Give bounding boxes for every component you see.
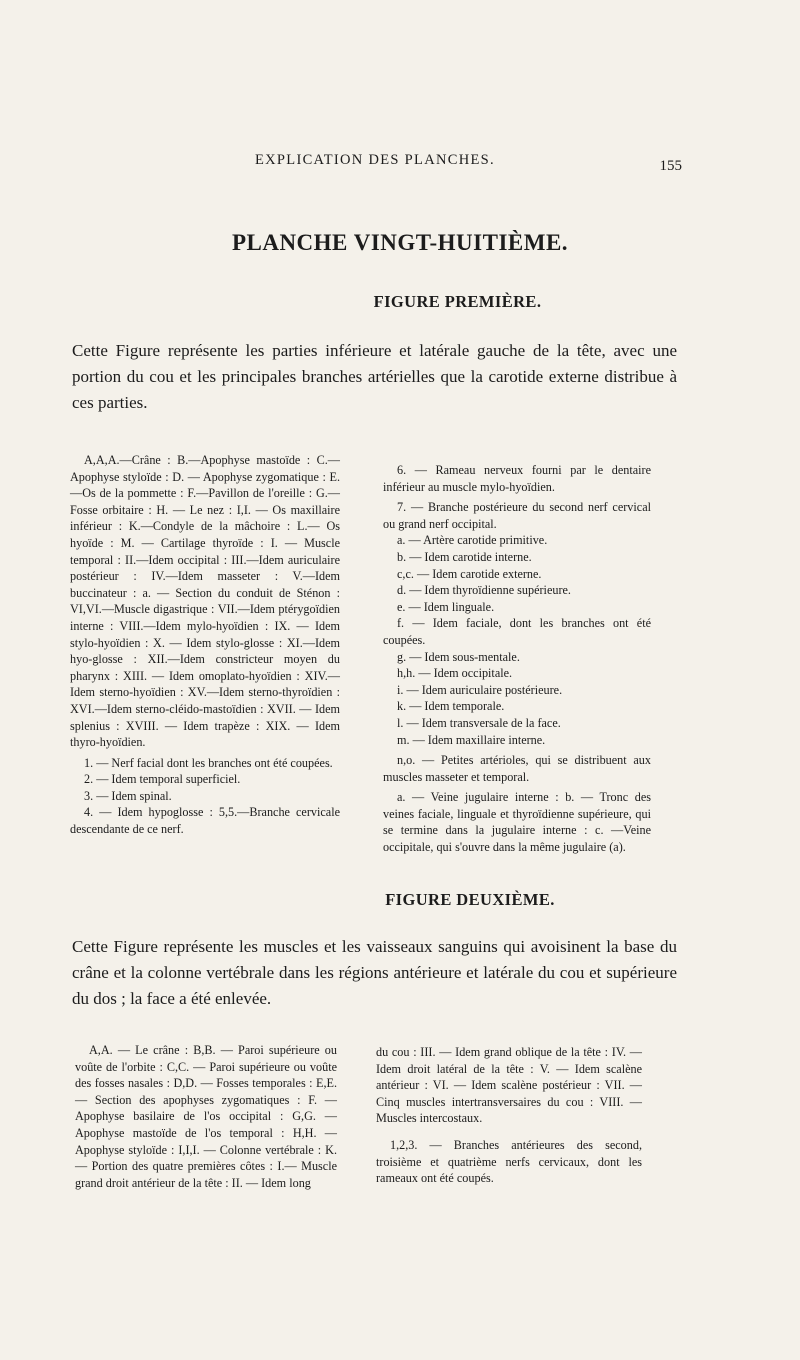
legend-paragraph: m. — Idem maxillaire interne. <box>397 732 546 747</box>
legend-paragraph: h,h. — Idem occipitale. <box>397 666 513 681</box>
figure-1-heading: FIGURE PREMIÈRE. <box>373 292 542 311</box>
legend-paragraph: du cou : III. — Idem grand oblique de la tête : IV. — Idem droit latéral de la tête : V. — Idem scalène antérieur : VI. — Idem scalène postérieur : VII. — Cinq muscles intertransversaires du cou : VIII. — Muscles intercostaux. <box>376 1045 642 1126</box>
plate-title: PLANCHE VINGT-HUITIÈME. <box>231 230 569 255</box>
figure-2-right-column <box>376 1044 642 1187</box>
legend-paragraph: a. — Artère carotide primitive. <box>397 533 548 548</box>
legend-paragraph: c,c. — Idem carotide externe. <box>397 566 542 581</box>
figure-1-left-column <box>70 452 340 838</box>
legend-paragraph: 3. — Idem spinal. <box>84 788 172 803</box>
legend-paragraph: e. — Idem linguale. <box>397 599 495 614</box>
figure-2-heading: FIGURE DEUXIÈME. <box>385 890 555 909</box>
legend-paragraph: 4. — Idem hypoglosse : 5,5.—Branche cervicale descendante de ce nerf. <box>70 805 340 837</box>
legend-paragraph: 2. — Idem temporal superficiel. <box>84 772 241 787</box>
figure-1-intro: Cette Figure représente les parties inférieure et latérale gauche de la tête, avec une portion du cou et les principales branches artérielles que la carotide externe distribue à ces parties. <box>72 341 677 412</box>
legend-paragraph: A,A. — Le crâne : B,B. — Paroi supérieure ou voûte de l'orbite : C,C. — Paroi supérieure ou voûte des fosses nasales : D,D. — Fosses temporales : E,E. — Section des apophyses zygomatiques : F. — Apophyse basilaire de l'os occipital : G,G. — Apophyse mastoïde de l'os temporal : H,H. — Apophyse styloïde : I,I,I. — Colonne vertébrale : K. — Portion des quatre premières côtes : I.— Muscle grand droit antérieur de la tête : II. — Idem long <box>75 1043 337 1190</box>
legend-paragraph: i. — Idem auriculaire postérieure. <box>397 682 563 697</box>
legend-paragraph: b. — Idem carotide interne. <box>397 549 532 564</box>
legend-paragraph: d. — Idem thyroïdienne supérieure. <box>397 583 571 598</box>
legend-paragraph: 1. — Nerf facial dont les branches ont été coupées. <box>84 755 333 770</box>
legend-paragraph: 7. — Branche postérieure du second nerf cervical ou grand nerf occipital. <box>383 500 651 531</box>
page-number: 155 <box>659 158 682 174</box>
running-title: EXPLICATION DES PLANCHES. <box>255 152 495 168</box>
legend-paragraph: k. — Idem temporale. <box>397 699 505 714</box>
legend-paragraph: A,A,A.—Crâne : B.—Apophyse mastoïde : C.—Apophyse styloïde : D. — Apophyse zygomatique : E.—Os de la pommette : F.—Pavillon de l'oreille : G.— Fosse orbitaire : H. — Le nez : I,I. — Os maxillaire inférieur : K.—Condyle de la mâchoire : L.— Os hyoïde : M. — Cartilage thyroïde : I. — Muscle temporal : II.—Idem occipital : III.—Idem auriculaire postérieur : IV.—Idem masseter : V.—Idem buccinateur : a. — Section du conduit de Sténon : VI,VI.—Muscle digastrique : VII.—Idem ptérygoïdien interne : VIII.—Idem mylo-hyoïdien : IX. — Idem stylo-hyoïdien : X. — Idem stylo-glosse : XI.—Idem hyo-glosse : XII.—Idem constricteur moyen du pharynx : XIII. — Idem omoplato-hyoïdien : XIV.—Idem sterno-hyoïdien : XV.—Idem sterno-thyroïdien : XVI.—Idem sterno-cléido-mastoïdien : XVII. — Idem splenius : XVIII. — Idem trapèze : XIX. — Idem thyro-hyoïdien. <box>70 453 340 750</box>
legend-paragraph: g. — Idem sous-mentale. <box>397 649 520 664</box>
legend-paragraph: f. — Idem faciale, dont les branches ont été coupées. <box>383 616 651 647</box>
legend-paragraph: n,o. — Petites artérioles, qui se distribuent aux muscles masseter et temporal. <box>383 753 651 784</box>
figure-2-left-column <box>75 1042 337 1191</box>
legend-paragraph: 6. — Rameau nerveux fourni par le dentaire inférieur au muscle mylo-hyoïdien. <box>383 463 651 494</box>
legend-paragraph: a. — Veine jugulaire interne : b. — Tronc des veines faciale, linguale et thyroïdienne supérieure, qui se termine dans la jugulaire interne : c. —Veine occipitale, qui s'ouvre dans la même jugulaire (a). <box>383 790 651 855</box>
legend-paragraph: l. — Idem transversale de la face. <box>397 715 561 730</box>
legend-paragraph: 1,2,3. — Branches antérieures des second, troisième et quatrième nerfs cervicaux, dont les rameaux ont été coupés. <box>376 1137 642 1186</box>
figure-1-right-column <box>383 462 651 856</box>
figure-2-intro: Cette Figure représente les muscles et les vaisseaux sanguins qui avoisinent la base du crâne et la colonne vertébrale dans les régions antérieure et latérale du cou et supérieure du dos ; la face a été enlevée. <box>72 937 677 1008</box>
